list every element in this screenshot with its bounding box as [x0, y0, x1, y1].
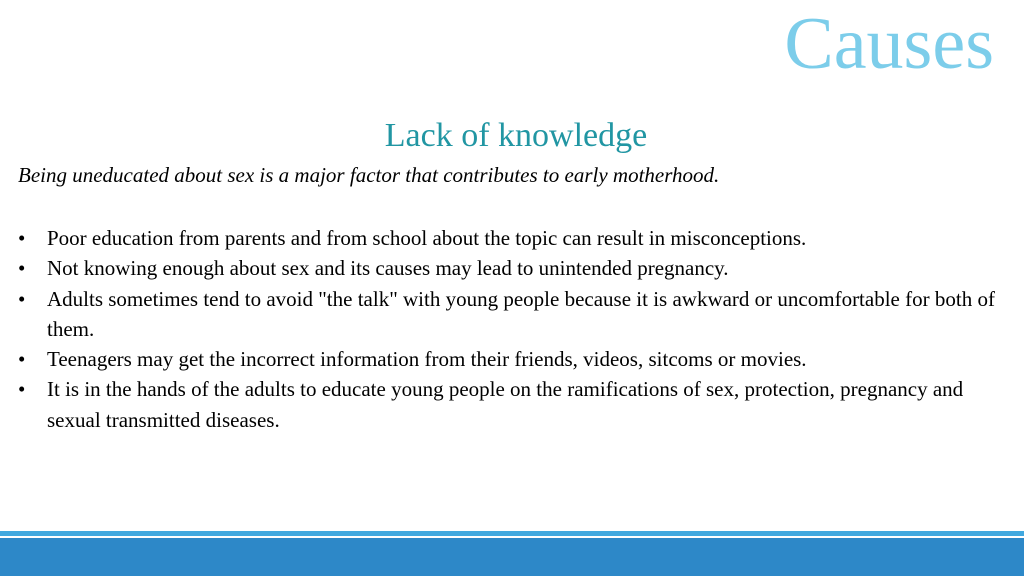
bullet-icon: • — [18, 256, 26, 281]
bullet-item — [18, 344, 1013, 374]
bullet-item — [18, 374, 1013, 435]
bullet-icon: • — [18, 226, 26, 250]
bullet-item — [18, 284, 1013, 345]
footer-accent-line — [0, 531, 1024, 536]
bullet-item — [18, 253, 1013, 283]
bullet-icon: • — [18, 347, 26, 372]
footer-bar — [0, 538, 1024, 576]
bullet-text: It is in the hands of the adults to educate young people on the ramifications of sex, protection, pregnancy and sexual transmitted diseases. — [47, 377, 964, 432]
bullet-text: Not knowing enough about sex and its causes may lead to unintended pregnancy. — [47, 256, 729, 281]
bullet-text: Adults sometimes tend to avoid "the talk" with young people because it is awkward or uncomfortable for both of them. — [47, 286, 995, 341]
section-heading: Lack of knowledge — [384, 117, 648, 154]
bullet-text: Poor education from parents and from school about the topic can result in misconceptions. — [47, 226, 807, 250]
bullet-text: Teenagers may get the incorrect information from their friends, videos, sitcoms or movies. — [47, 347, 807, 372]
bullet-item — [18, 223, 1013, 253]
bullet-icon: • — [18, 377, 26, 402]
intro-text: Being uneducated about sex is a major factor that contributes to early motherhood. — [18, 163, 720, 187]
slide-title: Causes — [784, 3, 994, 85]
bullet-list — [18, 223, 1013, 435]
bullet-icon: • — [18, 286, 26, 311]
